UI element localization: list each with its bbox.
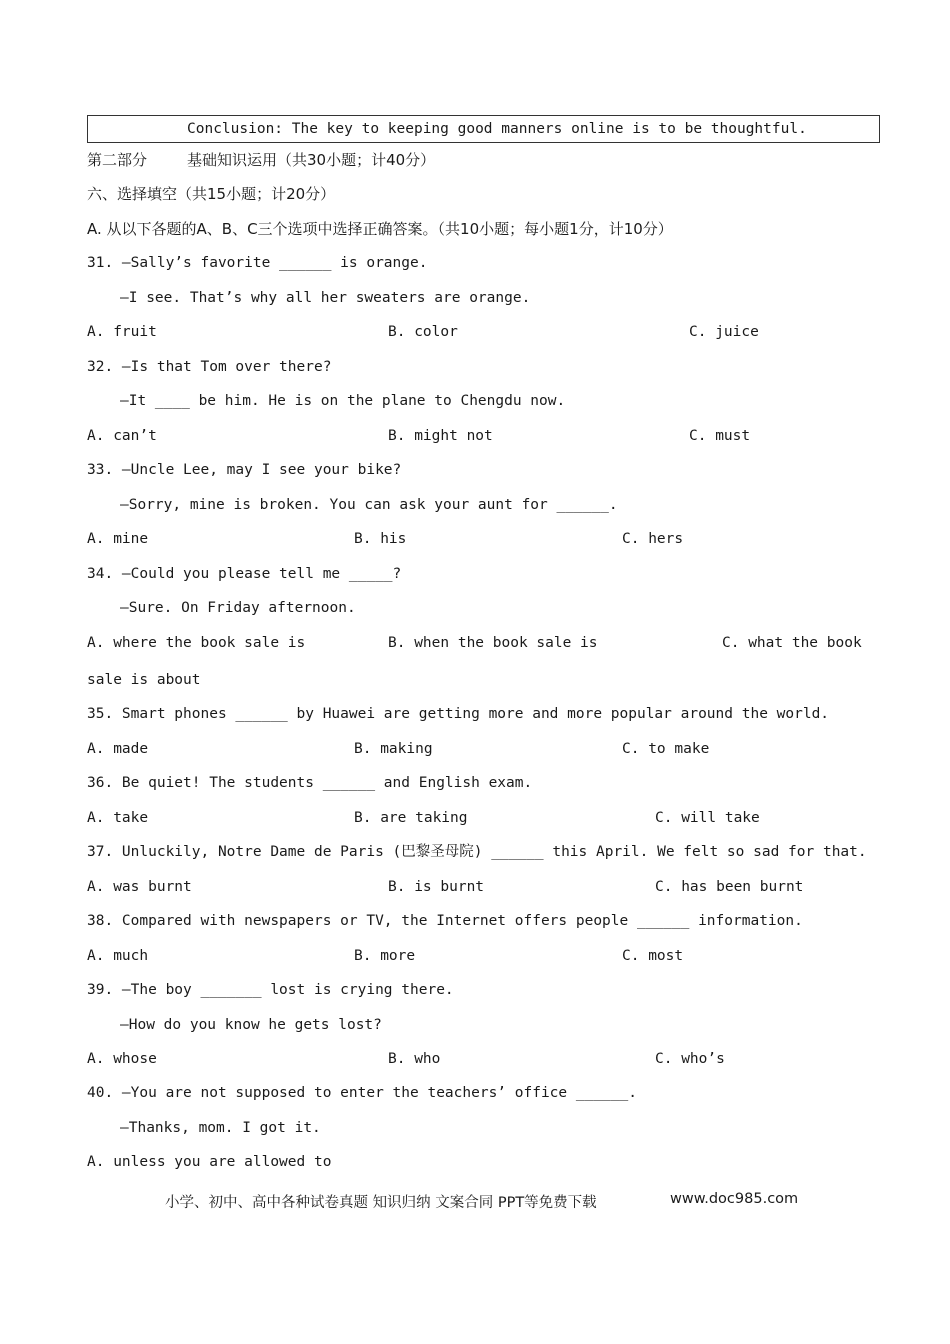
conclusion-box (87, 115, 880, 143)
footer-url[interactable]: www.doc985.com (670, 1191, 799, 1207)
question-reply: —How do you know he gets lost? (120, 1017, 382, 1033)
option-c: C. hers (622, 531, 684, 547)
question-reply: —I see. That’s why all her sweaters are orange. (120, 290, 531, 306)
question-stem: 38. Compared with newspapers or TV, the Internet offers people ______ information. (87, 913, 803, 929)
question-stem: 39. —The boy _______ lost is crying there. (87, 982, 454, 998)
question-reply: —Thanks, mom. I got it. (120, 1120, 321, 1136)
question-reply: —Sure. On Friday afternoon. (120, 600, 356, 616)
question-reply: —Sorry, mine is broken. You can ask your aunt for ______. (120, 497, 618, 513)
option-a: A. can’t (87, 428, 157, 444)
option-c: C. must (689, 428, 751, 444)
option-a: A. whose (87, 1051, 157, 1067)
option-b: B. more (354, 948, 416, 964)
option-c: C. has been burnt (655, 879, 804, 895)
section-a-instruction: A. 从以下各题的A、B、C三个选项中选择正确答案。（共10小题；每小题1分，计10分） (87, 220, 673, 238)
option-a: A. take (87, 810, 149, 826)
option-b: B. color (388, 324, 458, 340)
option-b: B. who (388, 1051, 441, 1067)
option-b: B. making (354, 741, 433, 757)
question-stem: 37. Unluckily, Notre Dame de Paris (巴黎圣母院) ______ this April. We felt so sad for that. (87, 844, 867, 860)
footer-text: 小学、初中、高中各种试卷真题 知识归纳 文案合同 PPT等免费下载 (165, 1195, 597, 1211)
question-stem: 33. —Uncle Lee, may I see your bike? (87, 462, 402, 478)
question-stem: 32. —Is that Tom over there? (87, 359, 332, 375)
question-stem: 35. Smart phones ______ by Huawei are getting more and more popular around the world. (87, 706, 830, 722)
option-a: A. where the book sale is (87, 635, 306, 651)
option-c: C. who’s (655, 1051, 725, 1067)
option-a: A. mine (87, 531, 149, 547)
question-stem: 36. Be quiet! The students ______ and English exam. (87, 775, 533, 791)
question-stem: 31. —Sally’s favorite ______ is orange. (87, 255, 428, 271)
option-c: C. will take (655, 810, 760, 826)
option-a: A. unless you are allowed to (87, 1154, 332, 1170)
option-a: A. was burnt (87, 879, 192, 895)
part2-label: 第二部分 (87, 151, 148, 169)
option-c: C. most (622, 948, 684, 964)
question-stem: 34. —Could you please tell me _____? (87, 566, 402, 582)
conclusion-text: Conclusion: The key to keeping good manners online is to be thoughtful. (187, 121, 807, 137)
part2-title: 基础知识运用（共30小题；计40分） (187, 151, 436, 169)
question-stem: 40. —You are not supposed to enter the teachers’ office ______. (87, 1085, 637, 1101)
option-c-continued: sale is about (87, 672, 201, 688)
option-b: B. is burnt (388, 879, 485, 895)
option-b: B. his (354, 531, 407, 547)
option-b: B. when the book sale is (388, 635, 598, 651)
option-c: C. juice (689, 324, 759, 340)
question-reply: —It ____ be him. He is on the plane to Chengdu now. (120, 393, 566, 409)
option-a: A. fruit (87, 324, 157, 340)
option-a: A. made (87, 741, 149, 757)
option-b: B. might not (388, 428, 493, 444)
option-a: A. much (87, 948, 149, 964)
section6-title: 六、选择填空（共15小题；计20分） (87, 185, 336, 203)
option-b: B. are taking (354, 810, 468, 826)
option-c: C. to make (622, 741, 710, 757)
option-c: C. what the book (722, 635, 862, 651)
